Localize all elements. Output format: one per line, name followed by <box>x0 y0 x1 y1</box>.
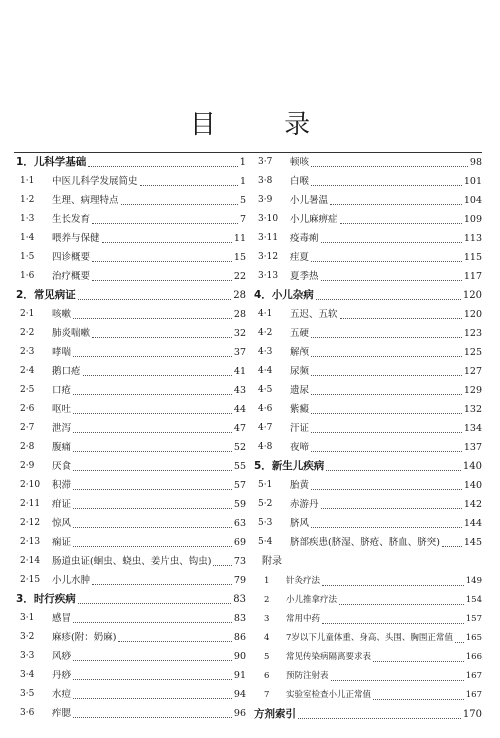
dot-leader <box>78 603 231 604</box>
toc-entry-app[interactable] <box>252 610 482 629</box>
toc-entry-page: 132 <box>463 404 482 415</box>
dot-leader <box>321 280 462 281</box>
toc-entry-page: 96 <box>233 708 246 719</box>
dot-leader <box>73 318 232 319</box>
dot-leader <box>442 546 462 547</box>
toc-entry-page: 123 <box>463 328 482 339</box>
toc-entry-number: 4 <box>264 633 270 643</box>
toc-entry-page: 120 <box>463 309 482 320</box>
dot-leader <box>118 641 231 642</box>
dot-leader <box>311 337 462 338</box>
dot-leader <box>73 546 232 547</box>
toc-entry-number: 2·5 <box>20 385 35 395</box>
toc-entry-title: 赤游丹 <box>290 499 319 510</box>
toc-entry-page: 43 <box>233 385 246 396</box>
toc-entry-number: 3·2 <box>20 632 35 642</box>
dot-leader <box>73 660 232 661</box>
toc-entry-title: 实验室检查小儿正常值 <box>286 690 372 700</box>
toc-entry-title: 口疮 <box>52 385 72 396</box>
toc-entry-page: 59 <box>233 499 246 510</box>
toc-entry-title: 感冒 <box>52 613 72 624</box>
toc-entry-page: 22 <box>233 271 246 282</box>
toc-entry-page: 125 <box>463 347 482 358</box>
toc-entry-section[interactable] <box>14 210 246 229</box>
toc-entry-number: 4·5 <box>258 385 273 395</box>
toc-entry-number: 4． <box>254 289 272 301</box>
toc-entry-page: 44 <box>233 404 246 415</box>
toc-entry-page: 104 <box>463 195 482 206</box>
toc-entry-chapter[interactable] <box>14 153 246 172</box>
toc-entry-number: 2·3 <box>20 347 35 357</box>
dot-leader <box>73 698 232 699</box>
toc-entry-number: 2·10 <box>20 480 41 490</box>
toc-entry-title: 五迟、五软 <box>290 309 338 320</box>
toc-entry-number: 2·12 <box>20 518 41 528</box>
toc-entry-title: 中医儿科学发展简史 <box>52 176 138 187</box>
toc-entry-app[interactable] <box>252 572 482 591</box>
dot-leader <box>311 375 462 376</box>
toc-entry-page: 142 <box>463 499 482 510</box>
appendix-heading <box>252 552 482 572</box>
toc-entry-page: 63 <box>233 518 246 529</box>
toc-entry-section[interactable] <box>252 267 482 286</box>
toc-entry-page: 167 <box>465 671 482 681</box>
toc-entry-title: 胎黄 <box>290 480 310 491</box>
toc-entry-number: 3·4 <box>20 670 35 680</box>
toc-entry-page: 101 <box>463 176 482 187</box>
toc-entry-number: 1·1 <box>20 176 35 186</box>
toc-entry-number: 4·6 <box>258 404 273 414</box>
toc-entry-title: 腹痛 <box>52 442 72 453</box>
toc-entry-page: 127 <box>463 366 482 377</box>
toc-entry-title: 积滞 <box>52 480 72 491</box>
toc-entry-title: 水痘 <box>52 689 72 700</box>
toc-entry-number: 5． <box>254 460 272 472</box>
toc-entry-title: 呕吐 <box>52 404 72 415</box>
dot-leader <box>373 661 464 662</box>
dot-leader <box>102 242 232 243</box>
dot-leader <box>92 261 232 262</box>
dot-leader <box>73 527 232 528</box>
toc-entry-title: 预防注射表 <box>286 671 329 681</box>
toc-entry-number: 3·5 <box>20 689 35 699</box>
toc-entry-page: 73 <box>233 556 246 567</box>
toc-entry-app[interactable] <box>252 667 482 686</box>
toc-entry-section[interactable] <box>14 248 246 267</box>
toc-entry-section[interactable] <box>14 191 246 210</box>
dot-leader <box>326 470 461 471</box>
toc-entry-section[interactable] <box>252 381 482 400</box>
toc-entry-number: 4·2 <box>258 328 273 338</box>
toc-entry-title: 泄泻 <box>52 423 72 434</box>
dot-leader <box>213 565 231 566</box>
dot-leader <box>339 604 464 605</box>
toc-entry-number: 1·6 <box>20 271 35 281</box>
toc-entry-number: 2·13 <box>20 537 41 547</box>
dot-leader <box>73 489 232 490</box>
toc-entry-page: 57 <box>233 480 246 491</box>
toc-entry-number: 3·12 <box>258 252 279 262</box>
toc-entry-number: 3·7 <box>258 157 273 167</box>
toc-entry-number: 3·9 <box>258 195 273 205</box>
toc-entry-section[interactable] <box>252 476 482 495</box>
toc-entry-number: 3·6 <box>20 708 35 718</box>
dot-leader <box>73 356 232 357</box>
toc-entry-section[interactable] <box>14 628 246 647</box>
toc-entry-section[interactable] <box>252 324 482 343</box>
toc-entry-page: 98 <box>469 157 482 168</box>
toc-entry-title: 小儿暑温 <box>290 195 329 206</box>
toc-entry-section[interactable] <box>252 210 482 229</box>
toc-entry-title: 常见传染病隔离要求表 <box>286 652 372 662</box>
toc-entry-section[interactable] <box>252 191 482 210</box>
toc-entry-section[interactable] <box>14 362 246 381</box>
toc-entry-chapter[interactable] <box>252 705 482 724</box>
toc-entry-section[interactable] <box>14 666 246 685</box>
toc-entry-page: 129 <box>463 385 482 396</box>
toc-entry-page: 79 <box>233 575 246 586</box>
toc-entry-page: 28 <box>233 290 246 301</box>
toc-entry-page: 134 <box>463 423 482 434</box>
dot-leader <box>330 204 462 205</box>
toc-entry-page: 83 <box>233 594 246 605</box>
toc-entry-chapter[interactable] <box>252 457 482 476</box>
toc-entry-title: 麻疹(附：奶麻) <box>52 632 117 643</box>
toc-entry-section[interactable] <box>252 362 482 381</box>
toc-entry-section[interactable] <box>14 552 246 571</box>
toc-entry-section[interactable] <box>252 495 482 514</box>
toc-entry-title: 新生儿疾病 <box>271 460 325 472</box>
toc-entry-number: 3． <box>16 593 34 605</box>
toc-entry-section[interactable] <box>252 153 482 172</box>
toc-entry-page: 11 <box>233 233 246 244</box>
dot-leader <box>121 204 238 205</box>
toc-left-column <box>14 153 246 723</box>
toc-entry-page: 91 <box>233 670 246 681</box>
toc-entry-number: 1·5 <box>20 252 35 262</box>
toc-entry-app[interactable] <box>252 591 482 610</box>
toc-entry-number: 5·2 <box>258 499 273 509</box>
toc-entry-number: 3·8 <box>258 176 273 186</box>
toc-entry-app[interactable] <box>252 629 482 648</box>
toc-entry-number: 3·1 <box>20 613 35 623</box>
toc-entry-page: 113 <box>463 233 482 244</box>
toc-entry-title: 汗证 <box>290 423 310 434</box>
dot-leader <box>73 413 232 414</box>
toc-entry-title: 疰夏 <box>290 252 310 263</box>
toc-entry-number: 3·13 <box>258 271 279 281</box>
toc-entry-section[interactable] <box>14 533 246 552</box>
toc-entry-number: 2·1 <box>20 309 35 319</box>
dot-leader <box>321 242 462 243</box>
toc-entry-section[interactable] <box>14 438 246 457</box>
toc-entry-title: 治疗概要 <box>52 271 91 282</box>
toc-entry-section[interactable] <box>14 229 246 248</box>
page-title: 目 录 <box>189 110 341 140</box>
toc-entry-section[interactable] <box>14 609 246 628</box>
toc-entry-page: 41 <box>233 366 246 377</box>
dot-leader <box>340 318 462 319</box>
dot-leader <box>298 718 461 719</box>
toc-entry-number: 3·3 <box>20 651 35 661</box>
toc-entry-page: 154 <box>465 595 482 605</box>
toc-entry-section[interactable] <box>14 495 246 514</box>
toc-entry-page: 109 <box>463 214 482 225</box>
toc-entry-title: 四诊概要 <box>52 252 91 263</box>
toc-entry-number: 1 <box>264 576 270 586</box>
dot-leader <box>311 489 462 490</box>
toc-entry-title: 五硬 <box>290 328 310 339</box>
dot-leader <box>321 508 462 509</box>
dot-leader <box>73 394 232 395</box>
toc-entry-page: 83 <box>233 613 246 624</box>
toc-entry-title: 方剂索引 <box>254 708 296 720</box>
toc-entry-number: 5·3 <box>258 518 273 528</box>
toc-entry-title: 生长发育 <box>52 214 91 225</box>
dot-leader <box>83 375 232 376</box>
toc-entry-section[interactable] <box>252 229 482 248</box>
dot-leader <box>88 166 237 167</box>
toc-entry-page: 166 <box>465 652 482 662</box>
toc-entry-page: 86 <box>233 632 246 643</box>
toc-entry-title: 夏季热 <box>290 271 319 282</box>
toc-entry-title: 惊风 <box>52 518 72 529</box>
dot-leader <box>73 622 232 623</box>
toc-entry-section[interactable] <box>252 400 482 419</box>
dot-leader <box>322 623 464 624</box>
toc-entry-number: 7 <box>264 690 270 700</box>
toc-entry-section[interactable] <box>14 400 246 419</box>
toc-entry-number: 5 <box>264 652 270 662</box>
toc-entry-chapter[interactable] <box>14 590 246 609</box>
toc-entry-title: 7岁以下儿童体重、身高、头围、胸围正常值 <box>286 633 453 643</box>
toc-entry-title: 小儿杂病 <box>271 289 314 301</box>
toc-entry-title: 解颅 <box>290 347 310 358</box>
toc-entry-title: 肠道虫证(蛔虫、蛲虫、姜片虫、钩虫) <box>52 556 212 567</box>
toc-entry-section[interactable] <box>252 514 482 533</box>
dot-leader <box>73 717 232 718</box>
toc-entry-title: 儿科学基础 <box>33 156 87 168</box>
toc-entry-section[interactable] <box>252 343 482 362</box>
toc-entry-title: 咳嗽 <box>52 309 72 320</box>
toc-entry-title: 时行疾病 <box>33 593 76 605</box>
toc-entry-title: 小儿水肿 <box>52 575 91 586</box>
toc-entry-section[interactable] <box>14 305 246 324</box>
toc-entry-title: 脐部疾患(脐湿、脐疮、脐血、脐突) <box>290 537 440 548</box>
toc-entry-number: 2·8 <box>20 442 35 452</box>
dot-leader <box>331 680 464 681</box>
toc-entry-chapter[interactable] <box>14 286 246 305</box>
toc-entry-title: 疳证 <box>52 499 72 510</box>
toc-entry-number: 6 <box>264 671 270 681</box>
toc-entry-section[interactable] <box>14 381 246 400</box>
dot-leader <box>316 299 461 300</box>
toc-entry-title: 尿频 <box>290 366 310 377</box>
dot-leader <box>73 679 232 680</box>
toc-entry-title: 常用中药 <box>286 614 321 624</box>
toc-entry-app[interactable] <box>252 686 482 705</box>
toc-entry-page: 117 <box>463 271 482 282</box>
toc-entry-page: 7 <box>239 214 246 225</box>
dot-leader <box>73 508 232 509</box>
toc-entry-title: 风痧 <box>52 651 72 662</box>
toc-entry-number: 4·8 <box>258 442 273 452</box>
toc-entry-title: 顿咳 <box>290 157 310 168</box>
toc-entry-page: 145 <box>463 537 482 548</box>
toc-entry-page: 120 <box>462 290 482 301</box>
toc-entry-number: 2·14 <box>20 556 41 566</box>
dot-leader <box>92 584 232 585</box>
toc-entry-page: 170 <box>462 709 482 720</box>
toc-entry-title: 针灸疗法 <box>286 576 321 586</box>
toc-right-column <box>252 153 482 724</box>
toc-entry-title: 鹅口疮 <box>52 366 81 377</box>
toc-entry-number: 3·10 <box>258 214 279 224</box>
toc-entry-number: 2． <box>16 289 34 301</box>
toc-entry-number: 2 <box>264 595 270 605</box>
dot-leader <box>73 470 232 471</box>
toc-entry-number: 1·3 <box>20 214 35 224</box>
toc-entry-title: 白喉 <box>290 176 310 187</box>
dot-leader <box>92 223 238 224</box>
toc-entry-title: 生理、病理特点 <box>52 195 119 206</box>
toc-entry-title: 痄腮 <box>52 708 72 719</box>
toc-entry-title: 疫毒痢 <box>290 233 319 244</box>
toc-entry-number: 4·3 <box>258 347 273 357</box>
toc-entry-section[interactable] <box>14 514 246 533</box>
toc-entry-page: 1 <box>239 157 246 168</box>
dot-leader <box>140 185 238 186</box>
toc-entry-number: 2·6 <box>20 404 35 414</box>
dot-leader <box>373 699 464 700</box>
toc-entry-section[interactable] <box>252 419 482 438</box>
toc-entry-number: 2·2 <box>20 328 35 338</box>
toc-entry-number: 3 <box>264 614 270 624</box>
dot-leader <box>73 432 232 433</box>
dot-leader <box>92 337 232 338</box>
toc-entry-section[interactable] <box>252 305 482 324</box>
toc-entry-section[interactable] <box>14 476 246 495</box>
dot-leader <box>311 432 462 433</box>
dot-leader <box>78 299 231 300</box>
toc-entry-section[interactable] <box>14 324 246 343</box>
toc-entry-page: 165 <box>465 633 482 643</box>
toc-entry-page: 1 <box>239 176 246 187</box>
toc-entry-section[interactable] <box>14 647 246 666</box>
toc-entry-section[interactable] <box>14 419 246 438</box>
toc-entry-number: 1． <box>16 156 34 168</box>
toc-entry-page: 32 <box>233 328 246 339</box>
toc-entry-page: 37 <box>233 347 246 358</box>
toc-entry-title: 脐风 <box>290 518 310 529</box>
toc-entry-title: 小儿推拿疗法 <box>286 595 338 605</box>
toc-entry-section[interactable] <box>252 438 482 457</box>
toc-entry-title: 遗尿 <box>290 385 310 396</box>
toc-entry-number: 2·9 <box>20 461 35 471</box>
toc-entry-page: 149 <box>465 576 482 586</box>
toc-entry-number: 1·2 <box>20 195 35 205</box>
dot-leader <box>322 585 464 586</box>
toc-entry-title: 紫癜 <box>290 404 310 415</box>
toc-entry-page: 69 <box>233 537 246 548</box>
toc-entry-section[interactable] <box>14 704 246 723</box>
toc-entry-number: 1·4 <box>20 233 35 243</box>
toc-entry-page: 137 <box>463 442 482 453</box>
toc-entry-number: 2·11 <box>20 499 41 509</box>
toc-entry-section[interactable] <box>14 571 246 590</box>
toc-entry-page: 52 <box>233 442 246 453</box>
toc-entry-page: 115 <box>463 252 482 263</box>
toc-entry-page: 157 <box>465 614 482 624</box>
toc-entry-page: 5 <box>239 195 246 206</box>
dot-leader <box>311 261 462 262</box>
toc-entry-title: 哮喘 <box>52 347 72 358</box>
dot-leader <box>455 642 464 643</box>
dot-leader <box>311 356 462 357</box>
toc-entry-title: 小儿麻痹症 <box>290 214 338 225</box>
dot-leader <box>311 451 462 452</box>
toc-entry-title: 常见病证 <box>33 289 76 301</box>
toc-entry-page: 55 <box>233 461 246 472</box>
toc-entry-page: 140 <box>462 461 482 472</box>
toc-entry-number: 3·11 <box>258 233 279 243</box>
toc-entry-chapter[interactable] <box>252 286 482 305</box>
toc-entry-section[interactable] <box>14 172 246 191</box>
toc-entry-number: 4·4 <box>258 366 273 376</box>
appendix-heading-label: 附录 <box>262 556 282 567</box>
dot-leader <box>311 185 462 186</box>
dot-leader <box>311 413 462 414</box>
toc-entry-section[interactable] <box>252 248 482 267</box>
dot-leader <box>73 451 232 452</box>
toc-entry-title: 丹痧 <box>52 670 72 681</box>
toc-entry-page: 28 <box>233 309 246 320</box>
toc-entry-section[interactable] <box>252 172 482 191</box>
toc-entry-page: 167 <box>465 690 482 700</box>
dot-leader <box>92 280 232 281</box>
toc-entry-section[interactable] <box>252 533 482 552</box>
toc-entry-title: 喂养与保健 <box>52 233 100 244</box>
toc-entry-page: 90 <box>233 651 246 662</box>
toc-entry-number: 5·1 <box>258 480 273 490</box>
dot-leader <box>311 166 468 167</box>
toc-entry-page: 140 <box>463 480 482 491</box>
toc-entry-section[interactable] <box>14 685 246 704</box>
toc-entry-title: 肺炎喘嗽 <box>52 328 91 339</box>
toc-entry-number: 2·4 <box>20 366 35 376</box>
toc-entry-section[interactable] <box>14 343 246 362</box>
toc-entry-title: 痫证 <box>52 537 72 548</box>
toc-entry-number: 4·1 <box>258 309 273 319</box>
toc-entry-page: 15 <box>233 252 246 263</box>
toc-entry-number: 5·4 <box>258 537 273 547</box>
dot-leader <box>340 223 462 224</box>
dot-leader <box>311 527 462 528</box>
toc-entry-section[interactable] <box>14 457 246 476</box>
toc-entry-app[interactable] <box>252 648 482 667</box>
toc-entry-section[interactable] <box>14 267 246 286</box>
toc-entry-page: 144 <box>463 518 482 529</box>
toc-entry-number: 4·7 <box>258 423 273 433</box>
toc-entry-number: 2·7 <box>20 423 35 433</box>
toc-entry-title: 夜啼 <box>290 442 310 453</box>
toc-entry-title: 厌食 <box>52 461 72 472</box>
toc-entry-page: 94 <box>233 689 246 700</box>
dot-leader <box>311 394 462 395</box>
toc-entry-page: 47 <box>233 423 246 434</box>
toc-entry-number: 2·15 <box>20 575 41 585</box>
